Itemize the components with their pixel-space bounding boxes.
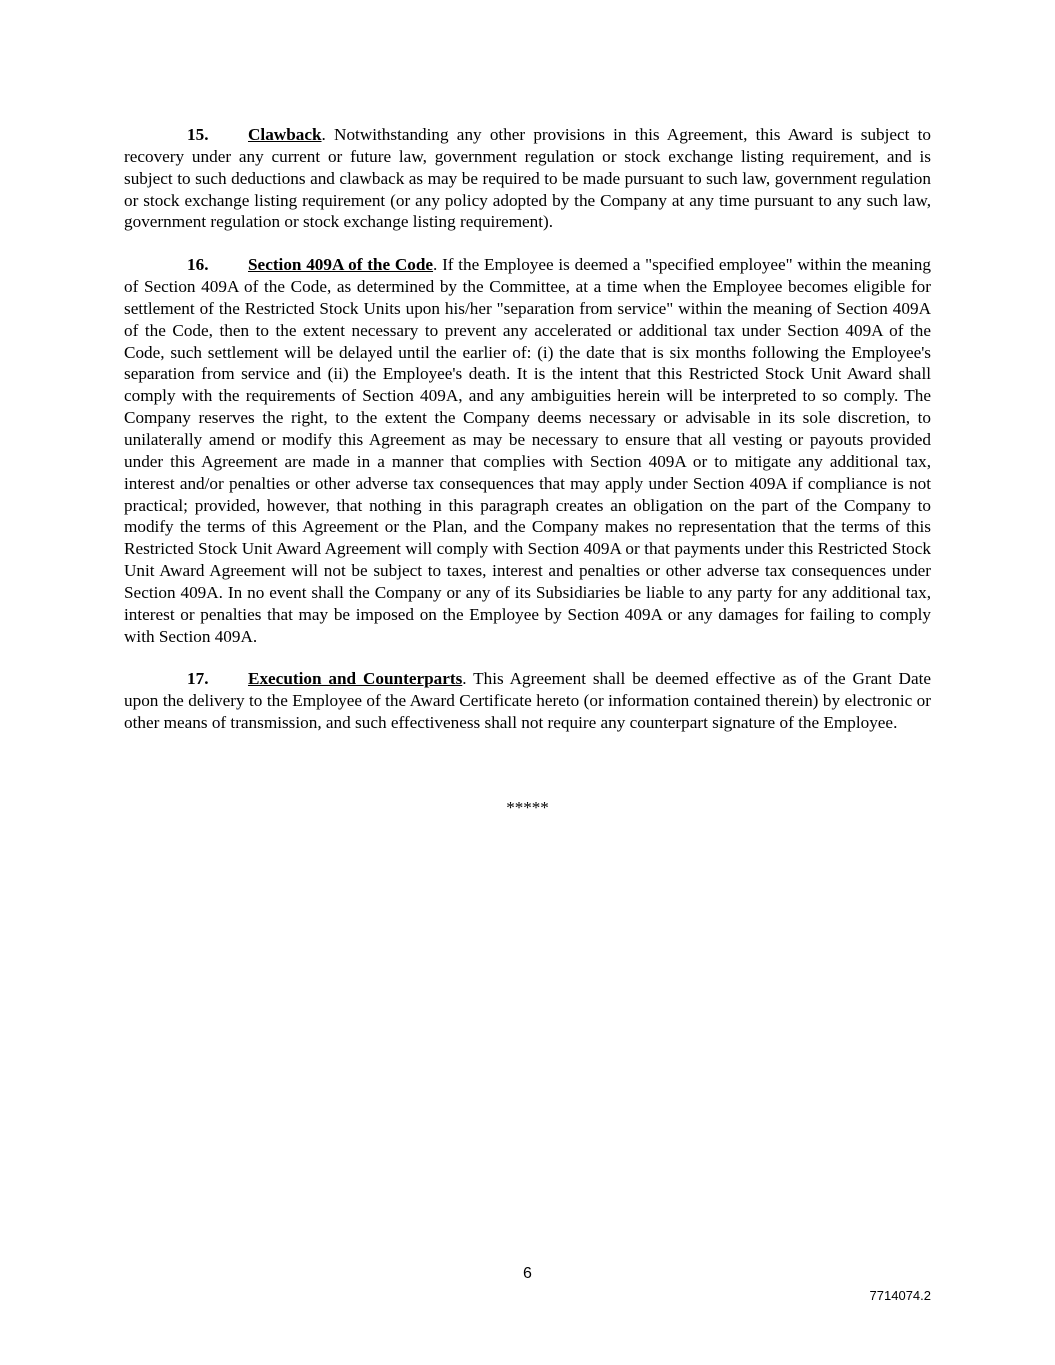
page-number: 6 — [523, 1265, 532, 1282]
section-17-paragraph — [124, 668, 931, 734]
section-body: . Notwithstanding any other provisions in this Agreement, this Award is subject to recovery under any current or future law, government regulation or stock exchange listing requirement, and is subject to such deductions and clawback as may be required to be made pursuant to such law, government regulation or stock exchange listing requirement (or any policy adopted by the Company at any time pursuant to any such law, government regulation or stock exchange listing requirement). — [124, 125, 931, 232]
section-body: . This Agreement shall be deemed effective as of the Grant Date upon the delivery to the Employee of the Award Certificate hereto (or information contained therein) by electronic or other means of transmission, and such effectiveness shall not require any counterpart signature of the Employee. — [124, 669, 931, 733]
section-heading: Execution and Counterparts — [248, 669, 463, 689]
section-body: . If the Employee is deemed a "specified employee" within the meaning of Section 409A of the Code, as determined by the Committee, at a time when the Employee becomes eligible for settlement of the Restricted Stock Units upon his/her "separation from service" within the meaning of Section 409A of the Code, then to the extent necessary to prevent any accelerated or additional tax under Section 409A of the Code, such settlement will be delayed until the earlier of: (i) the date that is six months following the Employee's separation from service and (ii) the Employee's death. It is the intent that this Restricted Stock Unit Award shall comply with the requirements of Section 409A, and any ambiguities herein will be interpreted to so comply. The Company reserves the right, to the extent the Company deems necessary or advisable in its sole discretion, to unilaterally amend or modify this Agreement as may be necessary to ensure that all vesting or payouts provided under this Agreement are made in a manner that complies with Section 409A or to mitigate any additional tax, interest and/or penalties or other adverse tax consequences that may apply under Section 409A if compliance is not practical; provided, however, that nothing in this paragraph creates an obligation on the part of the Company to modify the terms of this Agreement or the Plan, and the Company makes no representation that the terms of this Restricted Stock Unit Award Agreement will comply with Section 409A or that payments under this Restricted Stock Unit Award Agreement will not be subject to taxes, interest and penalties or other adverse tax consequences under Section 409A. In no event shall the Company or any of its Subsidiaries be liable to any party for any additional tax, interest or penalties that may be imposed on the Employee by Section 409A or any damages for failing to comply with Section 409A. — [124, 255, 931, 646]
section-number: 17. — [187, 669, 209, 689]
section-number: 16. — [187, 255, 209, 275]
section-16-paragraph — [124, 254, 931, 647]
section-heading: Section 409A of the Code — [248, 255, 434, 275]
section-number: 15. — [187, 125, 209, 144]
end-marker: ***** — [506, 798, 549, 817]
document-id: 7714074.2 — [869, 1288, 931, 1303]
section-heading: Clawback — [248, 125, 322, 144]
section-15-paragraph — [124, 124, 931, 233]
document-body — [124, 124, 931, 755]
